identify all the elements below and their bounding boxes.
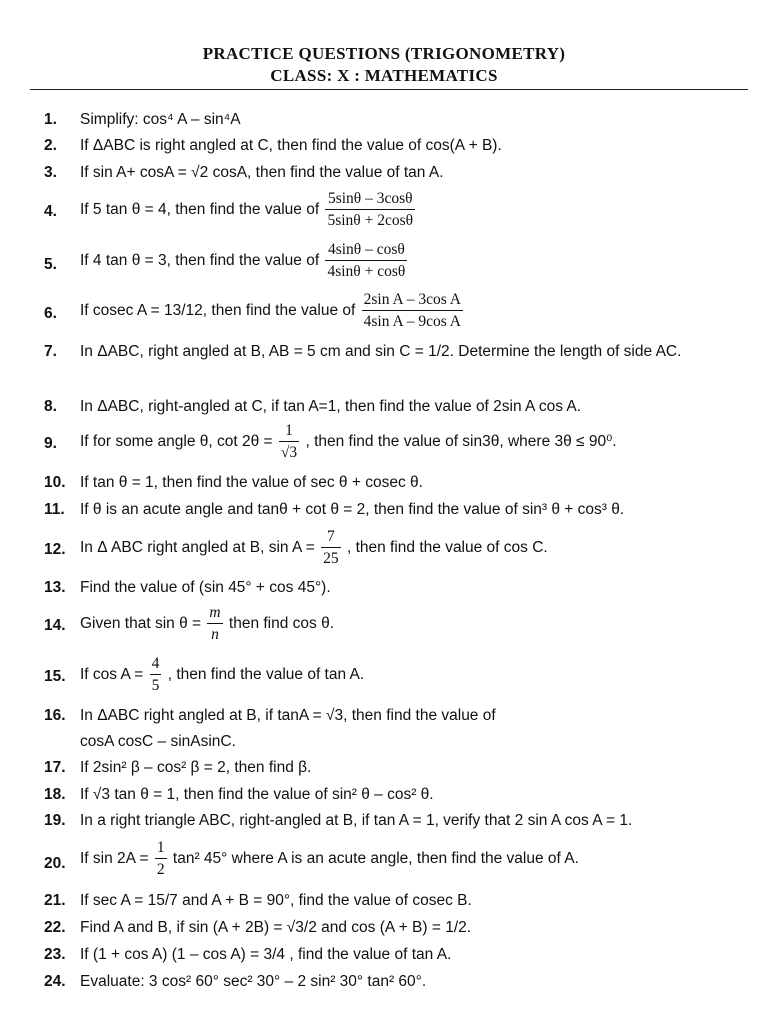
question-text: If 5 tan θ = 4, then find the value of: [80, 200, 320, 218]
question-text-after: , then find the value of cos C.: [346, 538, 548, 556]
fraction-denominator: 4sinθ + cosθ: [327, 263, 406, 280]
fraction: [325, 240, 407, 281]
question-15: [0, 654, 768, 700]
question-text: If (1 + cos A) (1 – cos A) = 3/4 , find the value of tan A.: [80, 946, 452, 963]
question-number: 11.: [44, 501, 65, 518]
fraction-denominator: √3: [280, 444, 298, 461]
question-text: If cos A =: [80, 665, 144, 683]
question-text: If ΔABC is right angled at C, then find the value of cos(A + B).: [80, 137, 502, 154]
question-text: In a right triangle ABC, right-angled at B, if tan A = 1, verify that 2 sin A cos A = 1.: [80, 812, 633, 829]
question-text: If θ is an acute angle and tanθ + cot θ = 2, then find the value of sin³ θ + cos³ θ.: [80, 501, 625, 518]
question-text: Simplify: cos⁴ A – sin⁴A: [80, 111, 241, 128]
fraction-denominator: 2: [156, 861, 165, 878]
question-text: Given that sin θ =: [80, 614, 202, 632]
question-number: 22.: [44, 919, 66, 936]
fraction: [155, 838, 167, 879]
question-text: If for some angle θ, cot 2θ =: [80, 432, 273, 450]
fraction-numerator: 7: [321, 527, 341, 548]
fraction: [279, 421, 299, 462]
question-text: Find the value of (sin 45° + cos 45°).: [80, 579, 331, 596]
question-number: 12.: [44, 541, 66, 558]
fraction: [325, 189, 415, 230]
question-number: 10.: [44, 474, 66, 491]
question-number: 1.: [44, 111, 57, 128]
question-20: [0, 838, 768, 884]
question-text: Find A and B, if sin (A + 2B) = √3/2 and cos (A + B) = 1/2.: [80, 919, 472, 936]
question-number: 17.: [44, 759, 66, 776]
fraction-numerator: 1: [279, 421, 299, 442]
question-number: 4.: [44, 203, 57, 220]
question-number: 13.: [44, 579, 66, 596]
question-text: If tan θ = 1, then find the value of sec θ + cosec θ.: [80, 474, 423, 491]
question-number: 14.: [44, 617, 66, 634]
question-text: In Δ ABC right angled at B, sin A =: [80, 538, 315, 556]
question-number: 9.: [44, 435, 57, 452]
question-text-after: , then find the value of tan A.: [167, 665, 365, 683]
question-text-line2: cosA cosC – sinAsinC.: [80, 733, 236, 750]
question-number: 5.: [44, 256, 57, 273]
question-text-after: tan² 45° where A is an acute angle, then find the value of A.: [172, 849, 579, 867]
question-number: 18.: [44, 786, 66, 803]
fraction-denominator: 5: [151, 677, 160, 694]
fraction: [150, 654, 162, 695]
question-6: [0, 290, 768, 336]
fraction-numerator: 5sinθ – 3cosθ: [325, 189, 415, 210]
question-number: 15.: [44, 668, 66, 685]
question-number: 6.: [44, 305, 57, 322]
fraction-denominator: 25: [323, 550, 339, 567]
question-5: [0, 240, 768, 286]
question-number: 7.: [44, 343, 57, 360]
fraction-denominator: 5sinθ + 2cosθ: [327, 212, 414, 229]
question-number: 20.: [44, 855, 66, 872]
fraction-numerator: 1: [155, 838, 167, 859]
fraction-numerator: m: [207, 603, 222, 624]
question-text: In ΔABC right angled at B, if tanA = √3, then find the value of: [80, 707, 496, 724]
page-subtitle: CLASS: X : MATHEMATICS: [270, 66, 498, 85]
question-text-after: then find cos θ.: [228, 614, 335, 632]
question-text: If √3 tan θ = 1, then find the value of sin² θ – cos² θ.: [80, 786, 434, 803]
question-text: If cosec A = 13/12, then find the value of: [80, 301, 356, 319]
page-title: PRACTICE QUESTIONS (TRIGONOMETRY): [202, 44, 566, 63]
question-text: Evaluate: 3 cos² 60° sec² 30° – 2 sin² 30° tan² 60°.: [80, 973, 427, 990]
question-4: [0, 189, 768, 235]
question-14: [0, 603, 768, 649]
question-number: 8.: [44, 398, 57, 415]
fraction: [362, 290, 463, 331]
question-number: 24.: [44, 973, 66, 990]
question-text-after: , then find the value of sin3θ, where 3θ ≤ 90⁰.: [305, 432, 617, 450]
question-text: In ΔABC, right angled at B, AB = 5 cm and sin C = 1/2. Determine the length of side AC.: [80, 343, 682, 360]
question-text: If sin A+ cosA = √2 cosA, then find the value of tan A.: [80, 164, 444, 181]
fraction-numerator: 4: [150, 654, 162, 675]
fraction-denominator: 4sin A – 9cos A: [363, 313, 461, 330]
question-text: If 4 tan θ = 3, then find the value of: [80, 251, 320, 269]
fraction: [321, 527, 341, 568]
question-9: [0, 421, 768, 467]
fraction-numerator: 2sin A – 3cos A: [362, 290, 463, 311]
question-text: If sec A = 15/7 and A + B = 90°, find the value of cosec B.: [80, 892, 472, 909]
fraction-numerator: 4sinθ – cosθ: [325, 240, 407, 261]
question-text: In ΔABC, right-angled at C, if tan A=1, then find the value of 2sin A cos A.: [80, 398, 582, 415]
fraction-denominator: n: [211, 626, 219, 643]
question-number: 16.: [44, 707, 66, 724]
header-divider: [30, 89, 748, 90]
question-number: 2.: [44, 137, 57, 154]
question-number: 23.: [44, 946, 66, 963]
question-12: [0, 527, 768, 573]
question-number: 3.: [44, 164, 57, 181]
fraction: [207, 603, 222, 644]
question-number: 19.: [44, 812, 66, 829]
question-text: If sin 2A =: [80, 849, 149, 867]
question-number: 21.: [44, 892, 66, 909]
question-text: If 2sin² β – cos² β = 2, then find β.: [80, 759, 312, 776]
